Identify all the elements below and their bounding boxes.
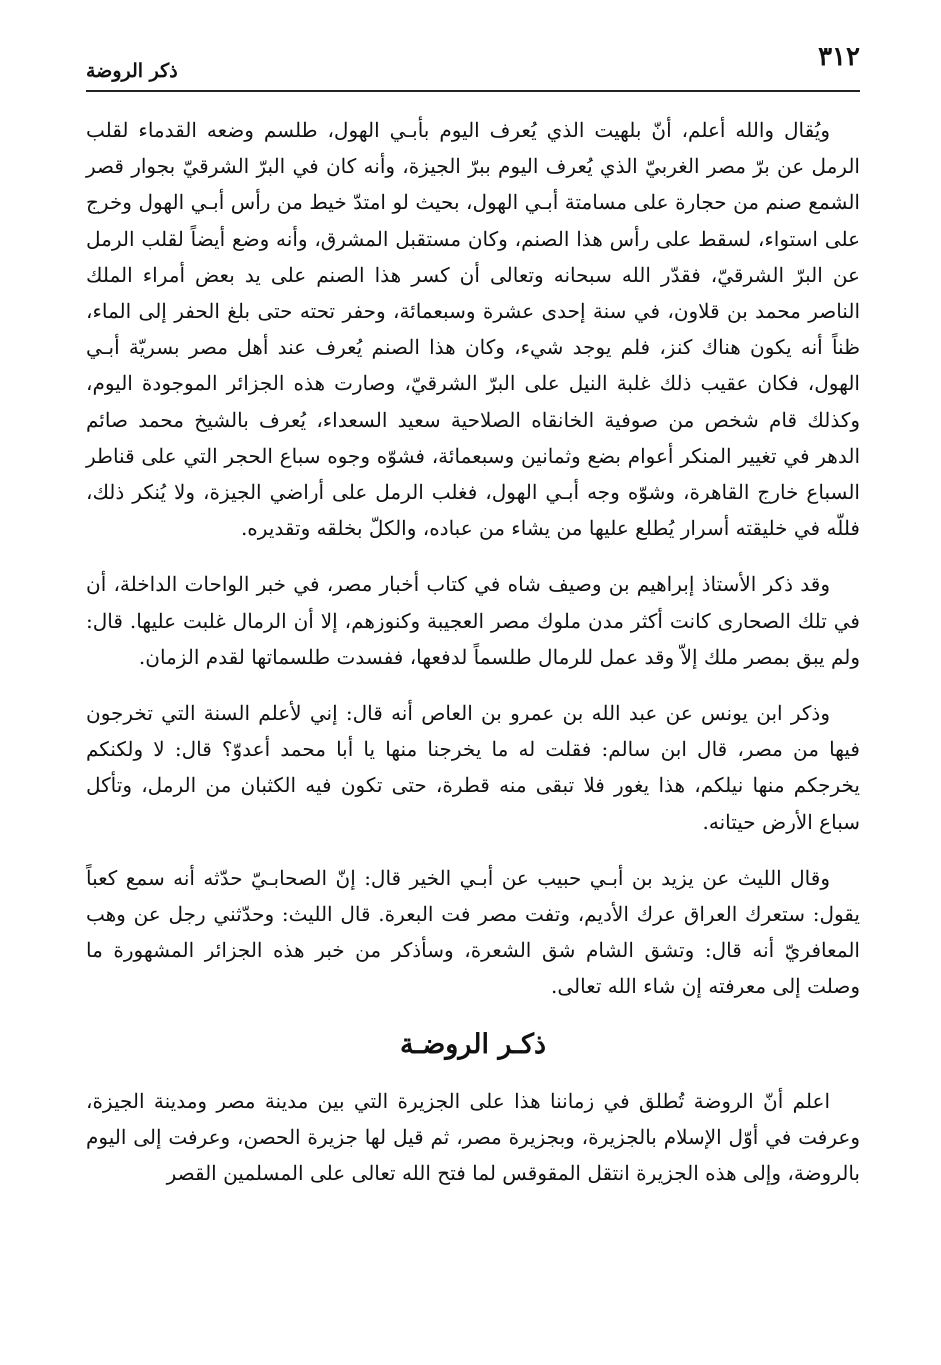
paragraph: وذكر ابن يونس عن عبد الله بن عمرو بن العاص أنه قال: إني لأعلم السنة التي تخرجون فيها من مصر، قال ابن سالم: فقلت له ما يخرجنا منها يا أبا محمد أعدوّ؟ قال: لا ولكنكم يخرجكم منها نيلكم، هذا يغور فلا تبقى منه قطرة، حتى تكون فيه الكثبان من الرمل، وتأكل سباع الأرض حيتانه.: [86, 701, 860, 834]
section-paragraph: اعلم أنّ الروضة تُطلق في زماننا هذا على الجزيرة التي بين مدينة مصر ومدينة الجيزة، وعرفت في أوّل الإسلام بالجزيرة، وبجزيرة مصر، ثم قيل لها جزيرة الحصن، وعرفت إلى اليوم بالروضة، وإلى هذه الجزيرة انتقل المقوقس لما فتح الله تعالى على المسلمين القصر: [86, 1088, 860, 1186]
page-number: ٣١٢: [818, 42, 860, 72]
running-title: ذكر الروضة: [86, 60, 178, 82]
paragraph: ويُقال والله أعلم، أنّ بلهيت الذي يُعرف اليوم بأبـي الهول، طلسم وضعه القدماء لقلب الرمل عن برّ مصر الغربيّ الذي يُعرف اليوم ببرّ الجيزة، وأنه كان في البرّ الشرقيّ بجوار قصر الشمع صنم من حجارة على مسامتة أبـي الهول، بحيث لو امتدّ خيط من رأس أبـي الهول وخرج على استواء، لسقط على رأس هذا الصنم، وكان مستقبل المشرق، وأنه وضع أيضاً لقلب الرمل عن البرّ الشرقيّ، فقدّر الله سبحانه وتعالى أن كسر هذا الصنم على يد بعض أمراء الملك الناصر محمد بن قلاون، في سنة إحدى عشرة وسبعمائة، وحفر تحته حتى بلغ الحفر إلى الماء، ظناً أنه يكون هناك كنز، فلم يوجد شيء، وكان هذا الصنم يُعرف عند أهل مصر بسريّة أبـي الهول، فكان عقيب ذلك غلبة النيل على البرّ الشرقيّ، وصارت هذه الجزائر الموجودة اليوم، وكذلك قام شخص من صوفية الخانقاه الصلاحية سعيد السعداء، يُعرف بالشيخ محمد صائم الدهر في تغيير المنكر أعوام بضع وثمانين وسبعمائة، فشوّه وجوه سباع الحجر التي على قناطر السباع خارج القاهرة، وشوّه وجه أبـي الهول، فغلب الرمل على أراضي الجيزة، ولا يُنكر ذلك، فللّه في خليقته أسرار يُطلع عليها من يشاء من عباده، والكلّ بخلقه وتقديره.: [86, 118, 861, 541]
section-heading: ذكـر الروضـة: [399, 1028, 547, 1060]
page-header: [86, 40, 860, 92]
paragraph: وقال الليث عن يزيد بن أبـي حبيب عن أبـي الخير قال: إنّ الصحابـيّ حدّثه أنه سمع كعباً يقول: ستعرك العراق عرك الأديم، وتفت مصر فت البعرة. قال الليث: وحدّثني رجل عن وهب المعافريّ أنه قال: وتشق الشام شق الشعرة، وسأذكر من خبر هذه الجزائر المشهورة ما وصلت إلى معرفته إن شاء الله تعالى.: [86, 865, 860, 999]
main-text: [86, 112, 860, 1211]
paragraph: وقد ذكر الأستاذ إبراهيم بن وصيف شاه في كتاب أخبار مصر، في خبر الواحات الداخلة، أن في تلك الصحارى كانت أكثر مدن ملوك مصر العجيبة وكنوزهم، إلا أن الرمال غلبت عليها. قال: ولم يبق بمصر ملك إلاّ وقد عمل للرمال طلسماً لدفعها، ففسدت طلسماتها لقدم الزمان.: [86, 572, 860, 669]
